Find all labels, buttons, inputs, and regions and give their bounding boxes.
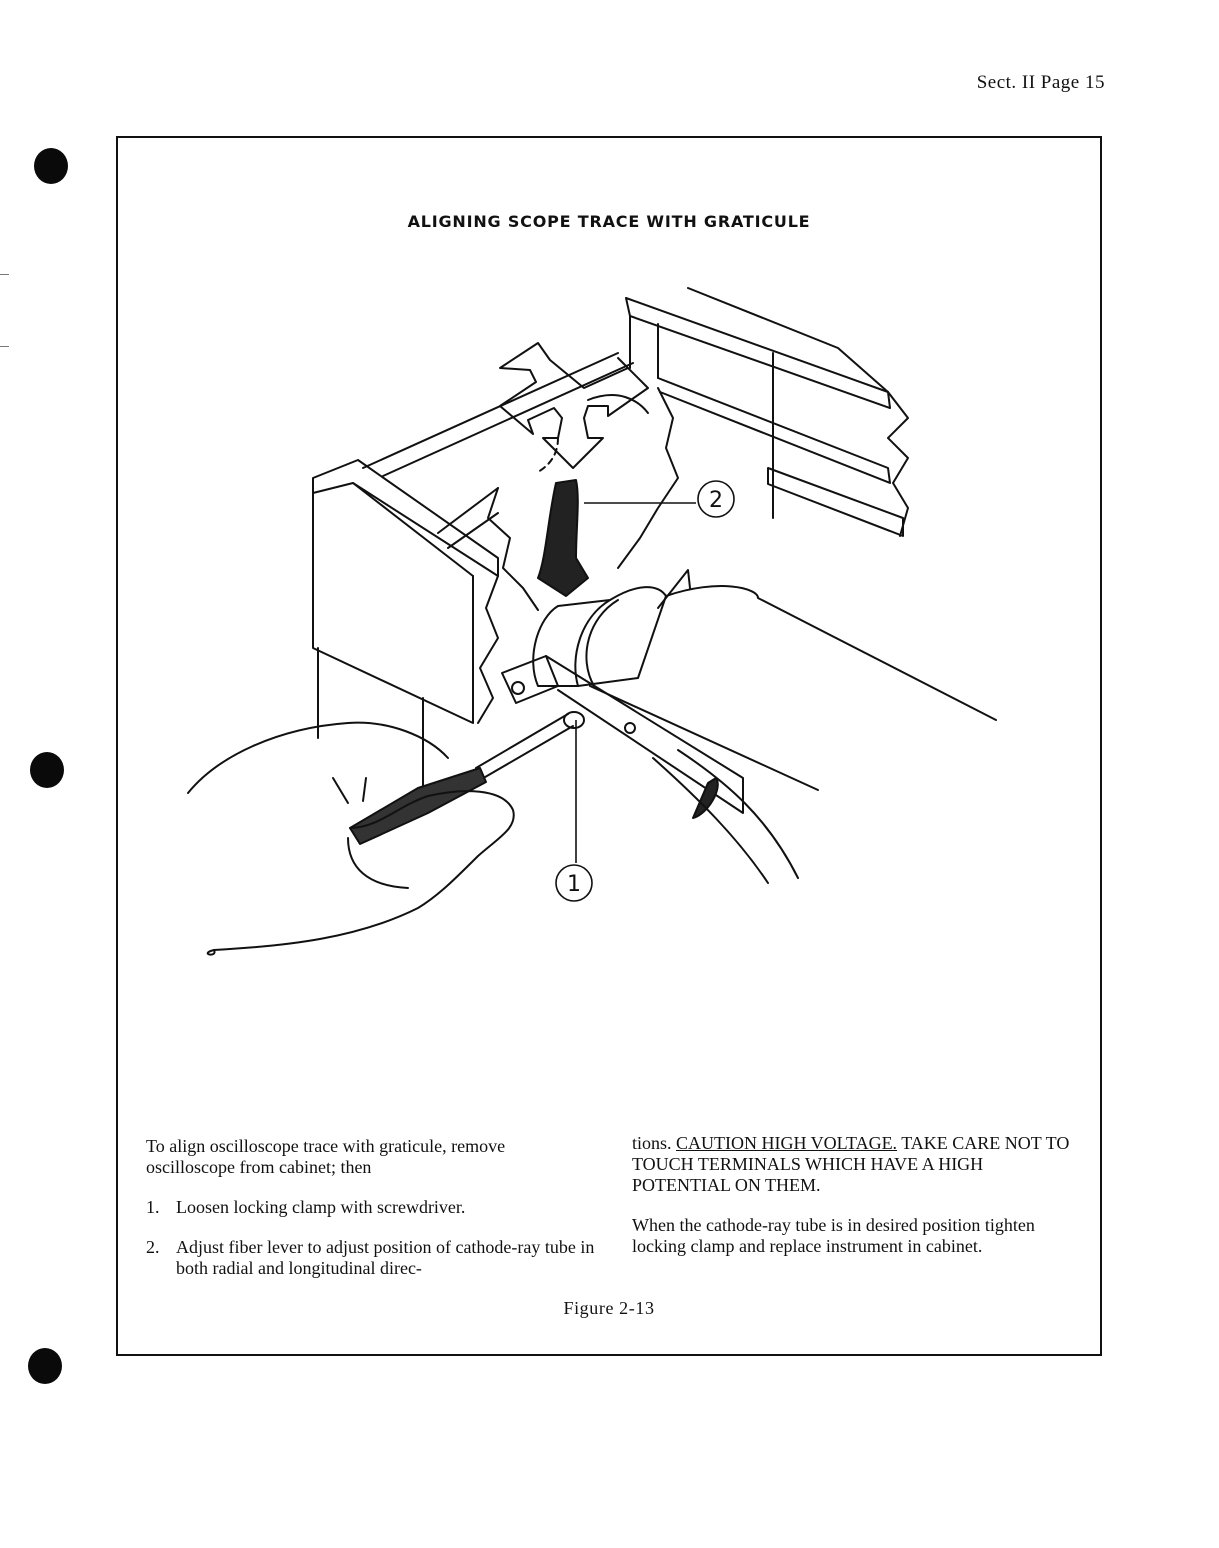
clamp-ring — [533, 600, 610, 686]
hand — [188, 723, 514, 950]
intro-text: To align oscilloscope trace with graticule, remove oscilloscope from cabinet; then — [146, 1136, 506, 1177]
caution-label: CAUTION HIGH VOLTAGE. — [676, 1133, 898, 1153]
closing-text: When the cathode-ray tube is in desired position tighten locking clamp and replace instrument in cabinet. — [632, 1215, 1035, 1256]
binder-hole-middle — [30, 752, 64, 788]
instructions-right-column — [632, 1133, 1084, 1276]
figure-frame — [116, 136, 1102, 1356]
page-header: Sect. II Page 15 — [976, 72, 1105, 93]
margin-mark — [0, 346, 9, 347]
figure-caption: Figure 2-13 — [563, 1298, 655, 1318]
binder-hole-bottom — [28, 1348, 62, 1384]
instructions-left-column — [146, 1136, 598, 1298]
continuation-text: tions. — [632, 1133, 672, 1153]
chassis-block-left — [313, 460, 498, 576]
figure-title: ALIGNING SCOPE TRACE WITH GRATICULE — [407, 212, 811, 231]
step-2-text: Adjust fiber lever to adjust position of cathode-ray tube in both radial and longitudinal direc- — [176, 1237, 595, 1278]
cathode-ray-tube — [590, 586, 996, 790]
screwdriver — [476, 714, 573, 780]
callout-2: 2 — [709, 488, 723, 513]
callout-1: 1 — [567, 872, 581, 897]
direction-arrows — [500, 343, 648, 468]
binder-hole-top — [34, 148, 68, 184]
step-1-text: Loosen locking clamp with screwdriver. — [176, 1197, 466, 1217]
figure-illustration — [118, 138, 1100, 1138]
caution-text: TAKE CARE NOT TO TOUCH TERMINALS WHICH HAVE A HIGH POTENTIAL ON THEM. — [632, 1133, 1070, 1195]
step-1-number: 1. — [146, 1197, 160, 1217]
chassis-rail-back — [626, 298, 890, 408]
step-1 — [146, 1197, 598, 1218]
mounting-bracket — [502, 656, 558, 703]
fiber-lever — [538, 480, 588, 596]
step-2-number: 2. — [146, 1237, 160, 1257]
margin-mark — [0, 274, 9, 275]
step-2 — [146, 1237, 598, 1279]
caution-paragraph — [632, 1133, 1084, 1196]
